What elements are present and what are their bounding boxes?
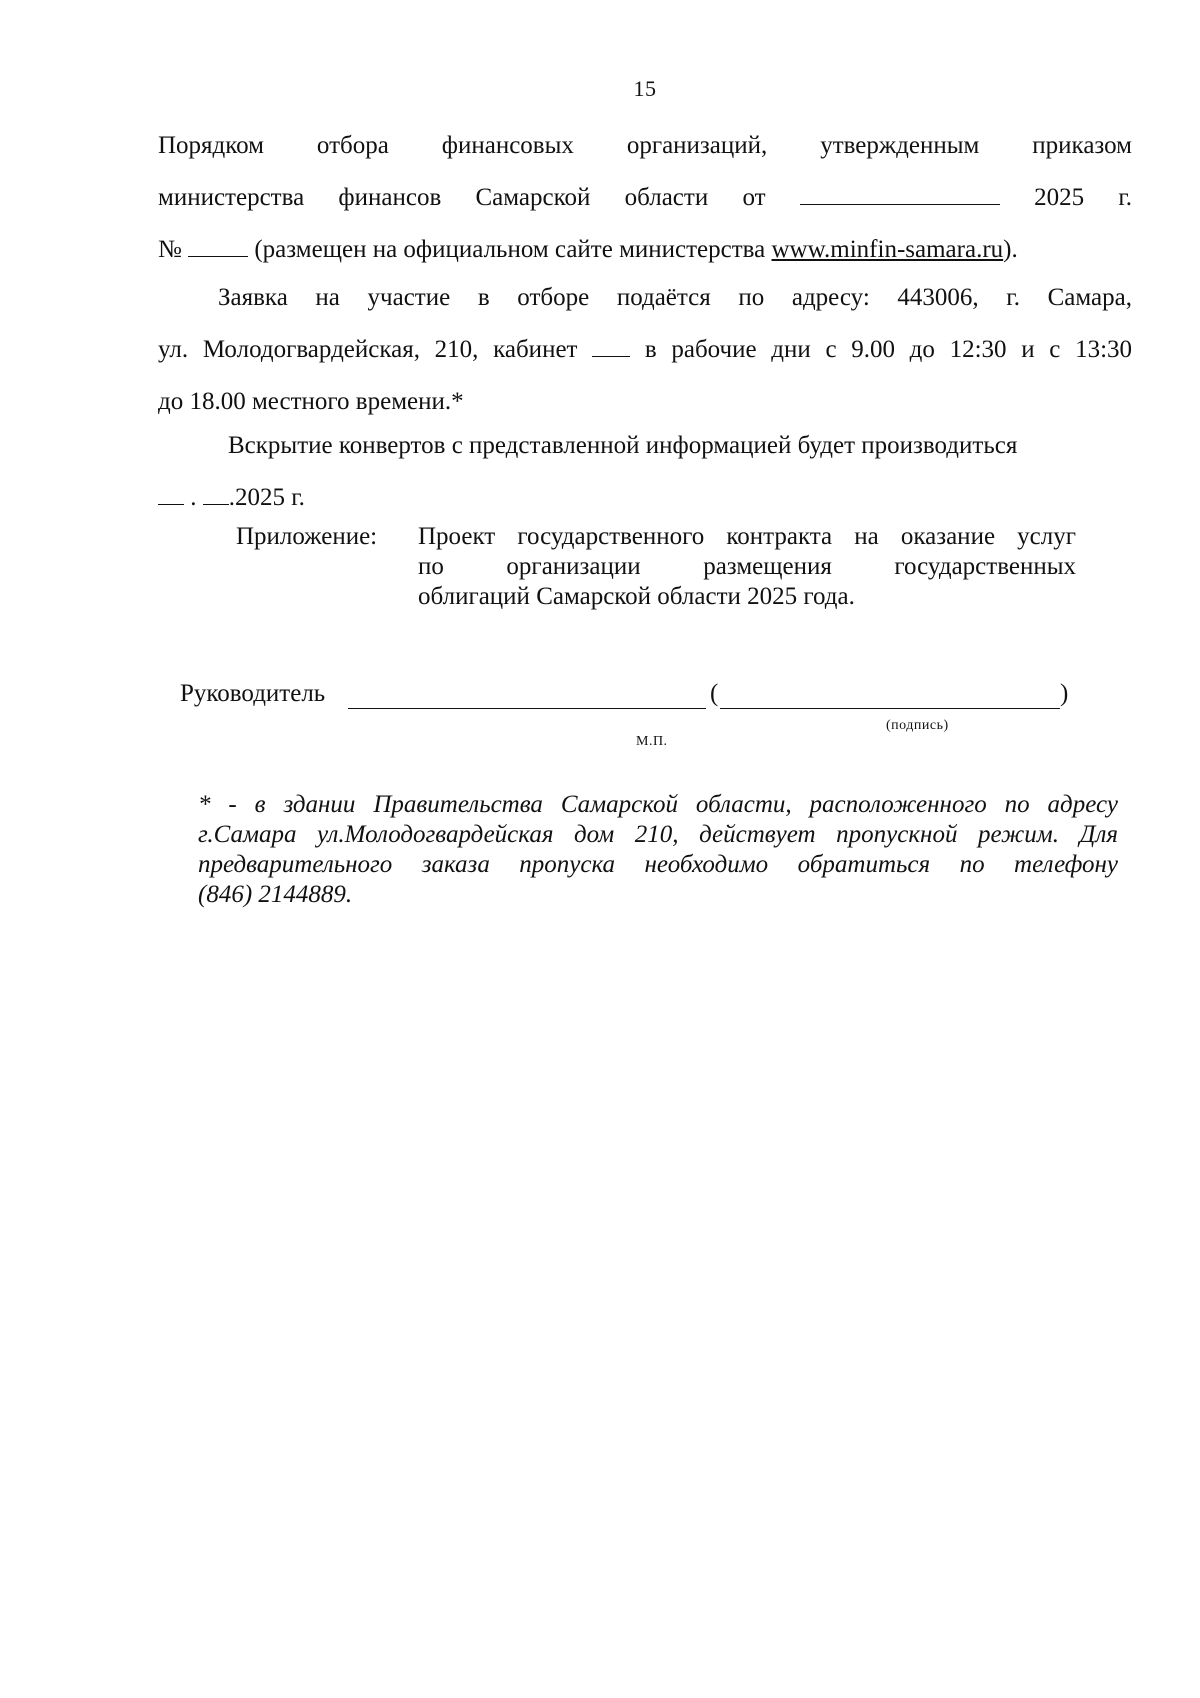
appendix-label: Приложение: — [236, 523, 378, 550]
signature-caption: (подпись) — [886, 718, 949, 733]
street-text: ул. Молодогвардейская, 210, кабинет — [158, 336, 578, 363]
paragraph-selection-order — [158, 120, 1132, 276]
ministry-website-link[interactable]: www.minfin-samara.ru — [771, 236, 1004, 263]
signature-block — [180, 680, 1080, 760]
paragraph-line: Вскрытие конвертов с представленной информацией будет производиться — [228, 432, 1018, 459]
paragraph-line — [158, 324, 1132, 376]
paragraph-line: Порядком отбора финансовых организаций, утвержденным приказом — [158, 132, 1132, 159]
footnote — [198, 790, 1118, 910]
footnote-line: предварительного заказа пропуска необходимо обратиться по телефону — [198, 851, 1118, 878]
paren-open: ( — [710, 680, 719, 707]
appendix-line: по организации размещения государственных — [418, 553, 1076, 580]
paragraph-line — [158, 224, 1132, 276]
stamp-place-label: М.П. — [636, 734, 668, 749]
paragraph-application-address — [158, 272, 1132, 428]
paragraph-line — [158, 172, 1132, 224]
appendix-line: Проект государственного контракта на оказание услуг — [418, 523, 1076, 550]
appendix-line: облигаций Самарской области 2025 года. — [418, 583, 855, 610]
year-text: 2025 г. — [1034, 184, 1133, 211]
hours-text: в рабочие дни с 9.00 до 12:30 и с 13:30 — [644, 336, 1133, 363]
signature-label: Руководитель — [180, 680, 326, 707]
footnote-line: (846) 2144889. — [198, 881, 353, 908]
date-separator: . — [190, 484, 197, 511]
date-blank — [800, 203, 1000, 205]
number-blank — [188, 255, 248, 257]
year-text: .2025 г. — [228, 484, 305, 511]
ministry-text: министерства финансов Самарской области от — [158, 184, 766, 211]
paragraph-envelope-opening — [158, 420, 1132, 524]
footnote-line: г.Самара ул.Молодогвардейская дом 210, действует пропускной режим. Для — [198, 821, 1118, 848]
office-blank — [592, 355, 630, 357]
signature-line — [720, 708, 1060, 709]
closing-text: ). — [1003, 236, 1018, 263]
paragraph-line: Заявка на участие в отборе подаётся по адресу: 443006, г. Самара, — [218, 284, 1132, 311]
published-text: (размещен на официальном сайте министерства — [254, 236, 766, 263]
footnote-line: * - в здании Правительства Самарской области, расположенного по адресу — [198, 791, 1118, 818]
paragraph-line: до 18.00 местного времени.* — [158, 388, 464, 415]
month-blank — [203, 503, 229, 505]
appendix-description — [418, 522, 1076, 612]
page-number: 15 — [633, 76, 657, 101]
appendix-block — [236, 522, 1076, 612]
paren-close: ) — [1060, 680, 1069, 707]
day-blank — [158, 503, 184, 505]
head-name-line — [348, 708, 706, 709]
number-sign: № — [158, 236, 182, 263]
paragraph-line — [158, 472, 1132, 524]
